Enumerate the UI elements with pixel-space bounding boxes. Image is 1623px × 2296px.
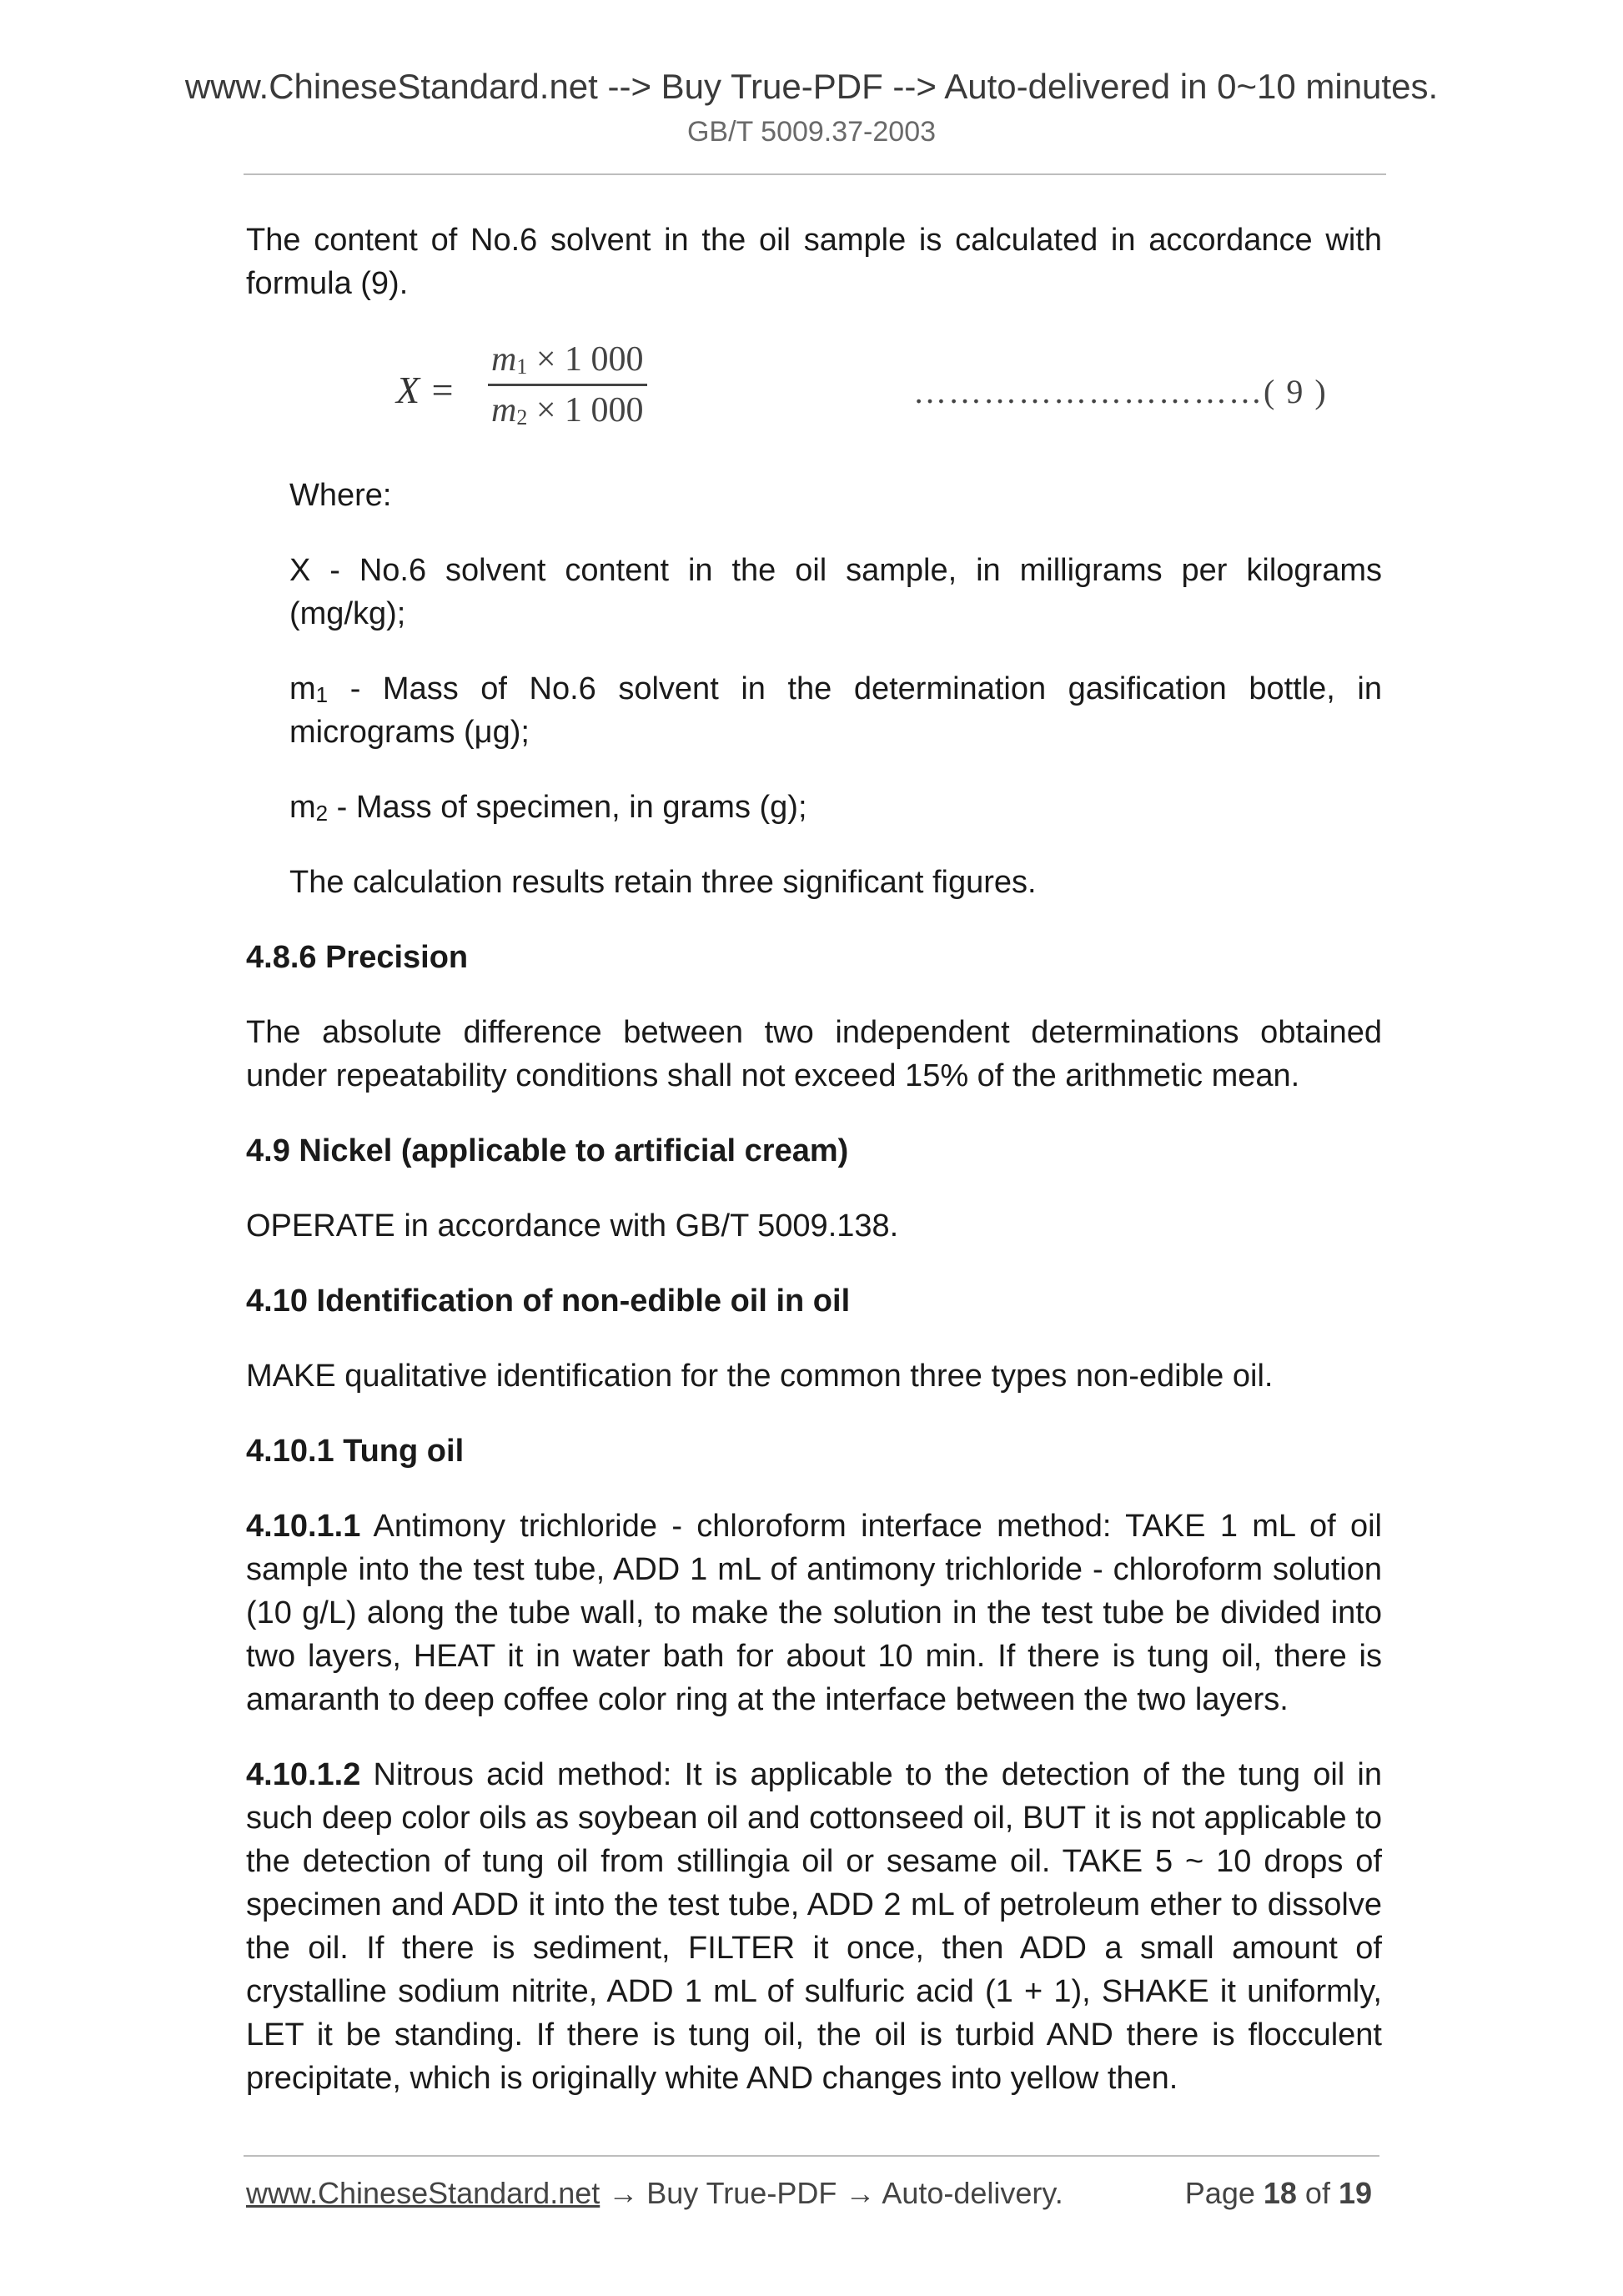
heading-4-10: 4.10 Identification of non-edible oil in oil xyxy=(246,1284,851,1319)
heading-4-9: 4.9 Nickel (applicable to artificial cream) xyxy=(246,1133,849,1168)
definition-x: X - No.6 solvent content in the oil sample, in milligrams per kilograms (mg/kg); xyxy=(289,553,1382,631)
standard-number: GB/T 5009.37-2003 xyxy=(686,116,937,148)
header-divider xyxy=(244,173,1386,175)
paragraph-4-10-1-1: 4.10.1.1 Antimony trichloride - chloroform interface method: TAKE 1 mL of oil sample into the test tube, ADD 1 mL of antimony trichloride - chloroform solution (10 g/L) along the tube wall, to make the solution in the test tube be divided into two layers, HEAT it in water bath for about 10 min. If there is tung oil, there is amaranth to deep coffee color ring at the interface between the two layers. xyxy=(246,1509,1382,1717)
formula-number: …………………………( 9 ) xyxy=(913,373,1328,410)
precision-paragraph: The absolute difference between two independent determinations obtained under repeatability conditions shall not exceed 15% of the arithmetic mean. xyxy=(246,1015,1382,1093)
total-pages: 19 xyxy=(1338,2176,1372,2210)
where-label: Where: xyxy=(289,478,392,513)
formula-denominator: $m_2 \times 1$ 000 xyxy=(491,391,644,430)
current-page: 18 xyxy=(1263,2176,1297,2210)
page-content xyxy=(246,219,1382,2100)
definition-m2: $m_2$ - Mass of specimen, in grams (g); xyxy=(289,790,807,826)
footer-link[interactable]: www.ChineseStandard.net xyxy=(246,2176,600,2210)
formula-9 xyxy=(246,334,1382,459)
formula-lhs: X = xyxy=(396,369,455,411)
intro-paragraph: The content of No.6 solvent in the oil sample is calculated in accordance with formula (9). xyxy=(246,223,1382,301)
formula-numerator: $m_1 \times 1$ 000 xyxy=(491,340,644,379)
heading-4-8-6: 4.8.6 Precision xyxy=(246,940,469,975)
non-edible-paragraph: MAKE qualitative identification for the common three types non-edible oil. xyxy=(246,1359,1274,1394)
nickel-paragraph: OPERATE in accordance with GB/T 5009.138. xyxy=(246,1208,899,1243)
header-banner: www.ChineseStandard.net --> Buy True-PDF --> Auto-delivered in 0~10 minutes. xyxy=(184,67,1439,106)
page-footer xyxy=(246,2173,1380,2213)
heading-4-10-1: 4.10.1 Tung oil xyxy=(246,1434,465,1469)
footer-text: → Buy True-PDF → Auto-delivery. xyxy=(600,2176,1063,2210)
clause-number: 4.10.1.2 xyxy=(246,1757,361,1792)
page-indicator: Page 18 of 19 xyxy=(1184,2176,1372,2210)
footer-divider xyxy=(244,2155,1379,2157)
fraction-bar xyxy=(488,384,647,386)
definition-m1: $m_1$ - Mass of No.6 solvent in the determination gasification bottle, in micrograms (μg); xyxy=(289,671,1382,750)
formula-fraction xyxy=(488,339,647,431)
calculation-note: The calculation results retain three significant figures. xyxy=(289,865,1037,900)
paragraph-4-10-1-2: 4.10.1.2 Nitrous acid method: It is applicable to the detection of the tung oil in such deep color oils as soybean oil and cottonseed oil, BUT it is not applicable to the detection of tung oil from stillingia oil or sesame oil. TAKE 5 ~ 10 drops of specimen and ADD it into the test tube, ADD 2 mL of petroleum ether to dissolve the oil. If there is sediment, FILTER it once, then ADD a small amount of crystalline sodium nitrite, ADD 1 mL of sulfuric acid (1 + 1), SHAKE it uniformly, LET it be standing. If there is tung oil, the oil is turbid AND there is flocculent precipitate, which is originally white AND changes into yellow then. xyxy=(246,1757,1382,2096)
clause-number: 4.10.1.1 xyxy=(246,1509,361,1544)
page-header xyxy=(0,65,1623,150)
